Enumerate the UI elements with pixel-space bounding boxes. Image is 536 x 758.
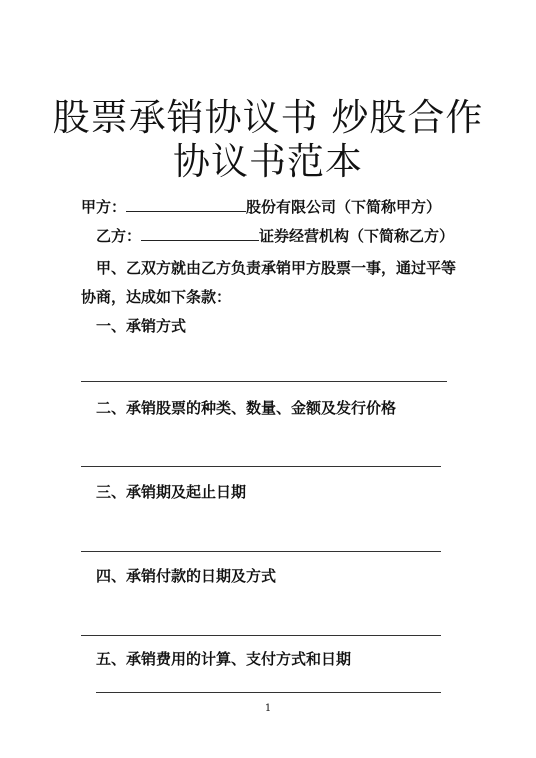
document-title-line-1: 股票承销协议书 炒股合作 — [52, 96, 484, 139]
section-1-fill-line — [81, 381, 447, 382]
party-a-line — [81, 197, 441, 217]
party-a-suffix: 股份有限公司（下简称甲方） — [246, 198, 442, 216]
party-b-suffix: 证券经营机构（下简称乙方） — [259, 227, 455, 245]
party-b-name-blank — [141, 226, 259, 241]
intro-paragraph-line-1: 甲、乙双方就由乙方负责承销甲方股票一事，通过平等 — [96, 259, 457, 277]
section-heading-2: 二、承销股票的种类、数量、金额及发行价格 — [96, 399, 397, 417]
party-a-name-blank — [126, 197, 246, 212]
document-title-line-2: 协议书范本 — [173, 140, 363, 183]
page-number: 1 — [264, 703, 272, 714]
party-b-line — [96, 226, 454, 246]
section-3-fill-line — [81, 551, 441, 552]
party-a-label: 甲方： — [81, 198, 127, 216]
section-heading-3: 三、承销期及起止日期 — [96, 483, 247, 501]
party-b-label: 乙方： — [96, 227, 142, 245]
section-2-fill-line — [81, 466, 441, 467]
section-heading-4: 四、承销付款的日期及方式 — [96, 567, 277, 585]
section-4-fill-line — [81, 635, 441, 636]
section-heading-5: 五、承销费用的计算、支付方式和日期 — [96, 650, 352, 668]
section-heading-1: 一、承销方式 — [96, 317, 187, 335]
intro-paragraph-line-2: 协商，达成如下条款： — [81, 288, 232, 306]
section-5-fill-line — [96, 692, 441, 693]
